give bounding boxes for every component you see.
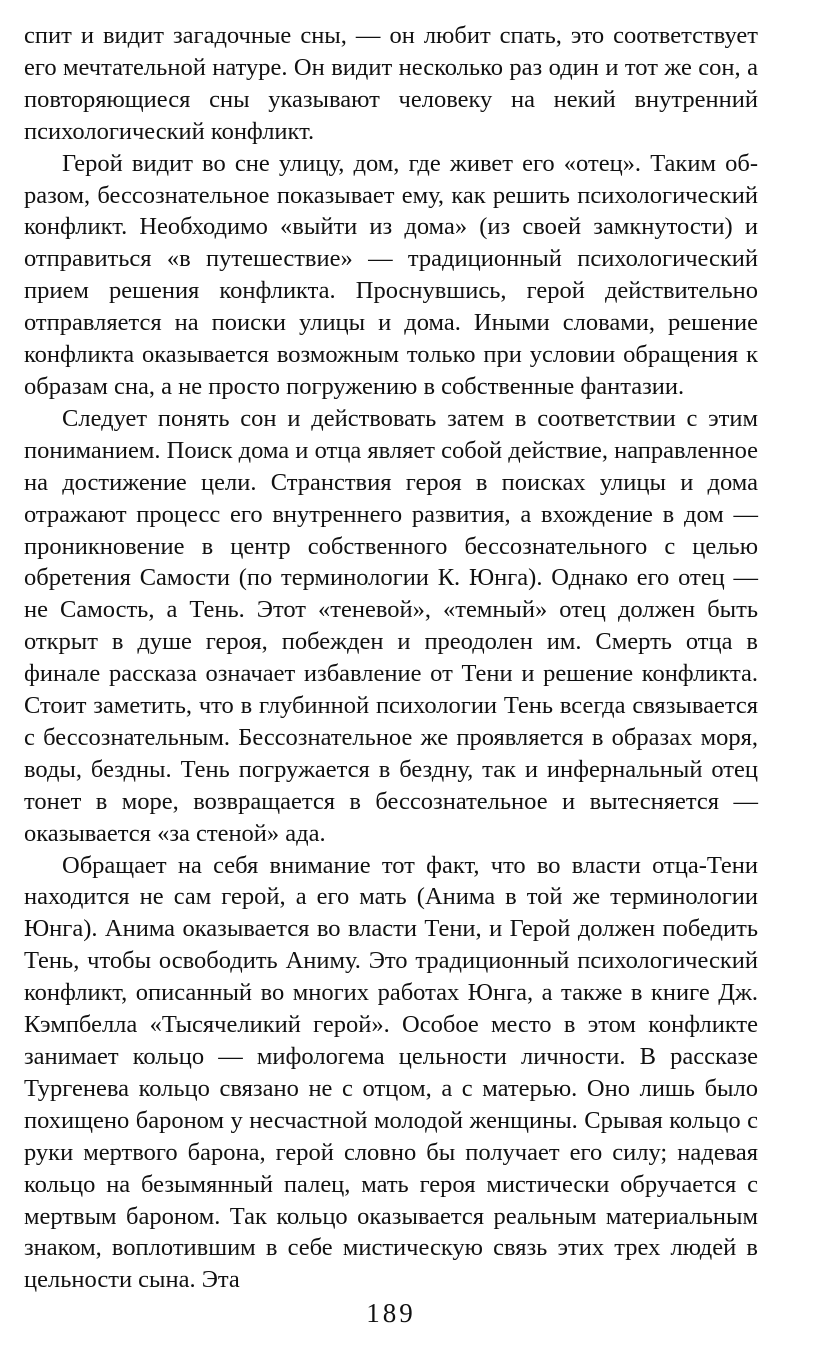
paragraph-4: Обращает на себя внимание тот факт, что во власти отца-Тени находится не сам герой, а его мать (Анима в той же терминологии Юнга). Анима оказывается во власти Тени, и Герой должен победить Тень, чтобы освободить Аниму. Это традиционный психологический конфликт, описанный во многих работах Юнга, а также в книге Дж. Кэмпбелла «Тысячеликий герой». Особое место в этом конфликте занимает кольцо — мифологема цельности личности. В рассказе Тургенева кольцо связано не с отцом, а с матерью. Оно лишь было похищено бароном у несчастной молодой женщины. Срывая кольцо с руки мертвого барона, герой словно бы получает его силу; надевая кольцо на безымянный палец, мать героя мистически обручается с мертвым бароном. Так кольцо оказывается реальным материальным знаком, воплотившим в себе мистическую связь этих трех людей в цельности сына. Эта	[24, 851, 758, 1294]
paragraph-1: спит и видит загадочные сны, — он любит спать, это соответствует его мечтательной натуре. Он видит несколько раз один и тот же сон, а повторяющиеся сны указывают человеку на некий внутренний психологический конфликт.	[24, 22, 758, 145]
book-page	[24, 20, 758, 1340]
paragraph-3: Следует понять сон и действовать затем в соответствии с этим пониманием. Поиск дома и отца являет собой действие, направленное на достижение цели. Странствия героя в поисках улицы и дома отражают процесс его внутреннего развития, а вхождение в дом — проникновение в центр собственного бессознательного с целью обретения Самости (по терминологии К. Юнга). Однако его отец — не Самость, а Тень. Этот «теневой», «темный» отец должен быть открыт в душе героя, побежден и преодолен им. Смерть отца в финале рассказа означает избавление от Тени и решение конфликта. Стоит заметить, что в глубинной психологии Тень всегда связывается с бессознательным. Бессознательное же проявляется в образах моря, воды, бездны. Тень погружается в бездну, так и инфернальный отец тонет в море, возвращается в бессознательное и вытесняется — оказывается «за стеной» ада.	[24, 404, 758, 847]
body-text	[24, 20, 758, 1296]
paragraph-2: Герой видит во сне улицу, дом, где живет его «отец». Таким образом, бессознательное показывает ему, как решить психологический конфликт. Необходимо «выйти из дома» (из своей замкнутости) и отправиться «в путешествие» — традиционный психологический прием решения конфликта. Проснувшись, герой действительно отправляется на поиски улицы и дома. Иными словами, решение конфликта оказывается возможным только при условии обращения к образам сна, а не просто погружению в собственные фантазии.	[24, 149, 758, 400]
page-number: 189	[366, 1298, 416, 1328]
